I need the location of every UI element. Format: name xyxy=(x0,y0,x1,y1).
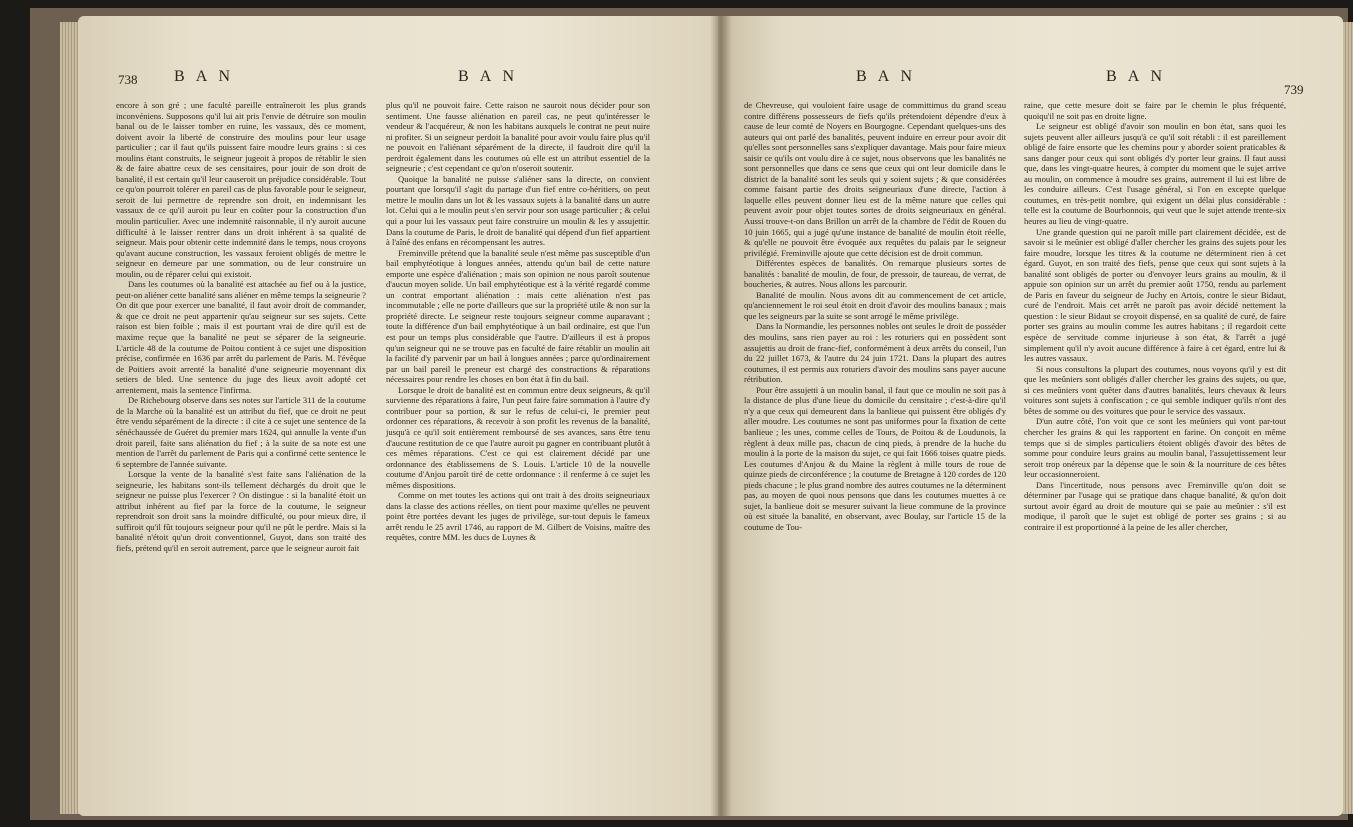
left-column-2 xyxy=(386,100,650,543)
paragraph: Dans l'incertitude, nous pensons avec Freminville qu'on doit se déterminer par l'usage qui se pratique dans chaque banalité, & qu'on doit surtout avoir égard au droit de mouture qui se paie au meûnier : s'il est modique, il paroît que le sujet est obligé de porter ses grains ; si au contraire il est proportionné à la peine de les aller chercher, xyxy=(1024,479,1286,532)
right-page-number: 739 xyxy=(1284,82,1304,97)
right-page xyxy=(718,16,1343,816)
paragraph: Lorsque le droit de banalité est en commun entre deux seigneurs, & qu'il survienne des réparations à faire, l'un peut faire faire sommation à l'autre d'y contribuer pour sa portion, & sur le refus de celui-ci, le premier peut ordonner ces réparations, & recevoir à son profit les revenus de la banalité, jusqu'à ce qu'il soit entièrement remboursé de ses avances, sans être tenu d'aucune restitution de ce que l'autre auroit pu gagner en contribuant plutôt à ces mêmes réparations. C'est ce qui est clairement décidé par une ordonnance des établissemens de S. Louis. L'article 10 de la nouvelle coutume d'Anjou paroît tiré de cette ordonnance : il renferme à ce sujet les mêmes dispositions. xyxy=(386,384,650,490)
left-running-head-2: B A N xyxy=(458,68,519,85)
paragraph: Différentes espèces de banalités. On remarque plusieurs sortes de banalités : banalité de moulin, de four, de pressoir, de taureau, de verrat, de boucheries, & autres. Nous allons les parcourir. xyxy=(744,258,1006,290)
paragraph: Quoique la banalité ne puisse s'aliéner sans la directe, on convient pourtant que lorsqu'il s'agit du partage d'un fief entre co-héritiers, on peut mettre le moulin dans un lot & les vassaux sujets à la banalité dans un autre lot. Celui qui a le moulin peut s'en servir pour son usage particulier ; & celui qui a pour lui les vassaux peut faire construire un moulin & les y assujettir. Dans la coutume de Paris, le droit de banalité qui dépend d'un fief appartient à l'aîné des enfans en récompensant les autres. xyxy=(386,173,650,248)
left-running-head-1: B A N xyxy=(174,68,235,85)
book-gutter xyxy=(710,16,732,816)
paragraph: Banalité de moulin. Nous avons dit au commencement de cet article, qu'anciennement le roi seul étoit en droit d'avoir des moulins banaux ; mais que les seigneurs par la suite se sont arrogé le même privilège. xyxy=(744,289,1006,321)
right-running-head-2: B A N xyxy=(1106,68,1167,85)
paragraph: raine, que cette mesure doit se faire par le chemin le plus fréquenté, quoiqu'il ne soit pas en droite ligne. xyxy=(1024,100,1286,121)
left-page-header xyxy=(78,68,718,94)
paragraph: De Richebourg observe dans ses notes sur l'article 311 de la coutume de la Marche où la banalité est un attribut du fief, que ce droit ne peut être vendu séparément de la directe : il cite à ce sujet une sentence de la sénéchaussée de Guéret du premier mars 1624, qui annulle la vente d'un droit pareil, faite sans aliénation du fief ; à la suite de sa note est une mention de l'arrêt du parlement de Paris qui a confirmé cette sentence le 6 septembre de l'année suivante. xyxy=(116,395,366,469)
book-spread xyxy=(30,8,1348,820)
left-page xyxy=(78,16,718,816)
paragraph: de Chevreuse, qui vouloient faire usage de committimus du grand sceau contre différens possesseurs de fiefs qu'ils prétendoient dépendre d'eux à cause de leur comté de Noyers en Bourgogne. Cependant quelques-uns des auteurs qui ont parlé des banalités, peuvent induire en erreur pour avoir dit qu'elles sont personnelles sans s'expliquer davantage. Mais pour faire mieux saisir ce qu'ils ont voulu dire à ce sujet, nous observons que les banalités ne sont personnelles que dans ce sens que ceux qui ont leur domicile dans le district de la banalité sont les seuls qui y soient sujets ; & que considérées comme faisant partie des droits seigneuriaux d'une directe, l'action à laquelle elles peuvent donner lieu est de la même nature que celles qui peuvent avoir pour objet toutes sortes de droits seigneuriaux en général. Aussi trouve-t-on dans Brillon un arrêt de la chambre de l'édit de Rouen du 10 juin 1665, qui a jugé qu'une instance de banalité de moulin étoit réelle, & qu'elle ne pouvoit être évoquée aux requêtes du palais par le seigneur privilégié. Freminville ajoute que cette décision est de droit commun. xyxy=(744,100,1006,258)
right-column-1 xyxy=(744,100,1006,532)
paragraph: Freminville prétend que la banalité seule n'est même pas susceptible d'un bail emphytéotique à longues années, attendu qu'un bail de cette nature emporte une espèce d'aliénation ; mais son opinion ne nous paroît soutenue d'aucun moyen solide. Un bail emphytéotique est à la vérité regardé comme un contrat emportant aliénation : mais cette aliénation n'est pas incommutable ; elle ne porte d'ailleurs que sur la propriété utile & non sur la propriété directe. Le seigneur reste toujours seigneur comme auparavant ; toute la différence d'un bail emphytéotique à un bail ordinaire, est que l'un est pour un temps plus considérable que l'autre. D'ailleurs il est à propos qu'un seigneur qui ne se trouve pas en faculté de faire rétablir un moulin ait la facilité d'y parvenir par un bail à longues années ; parce qu'ordinairement par un bail pareil le preneur est chargé des constructions & réparations nécessaires pour rendre les choses en bon état à fin du bail. xyxy=(386,247,650,385)
right-running-head-1: B A N xyxy=(856,68,917,85)
right-column-2 xyxy=(1024,100,1286,532)
paragraph: Dans les coutumes où la banalité est attachée au fief ou à la justice, peut-on aliéner cette banalité sans aliéner en même temps la seigneurie ? On dit que pour exercer une banalité, il faut avoir droit de commander, & que ce droit ne peut appartenir qu'au seigneur sur ses sujets. Cette raison est bien foible ; mais il est pourtant vrai de dire qu'il est de maxime reçue que la banalité ne peut se séparer de la seigneurie. L'article 48 de la coutume de Poitou contient à ce sujet une disposition précise, confirmée en 1636 par arrêt du parlement de Paris. M. l'évêque de Poitiers avoit arrenté la banalité d'une seigneurie moyennant dix setiers de bled. Une sentence du juge des lieux avoit adopté cet arrentement, mais la sentence l'infirma. xyxy=(116,279,366,395)
paragraph: Comme on met toutes les actions qui ont trait à des droits seigneuriaux dans la classe des actions réelles, on tient pour maxime qu'elles ne peuvent point être portées devant les juges de privilège, sur-tout depuis le fameux arrêt rendu le 25 avril 1746, au rapport de M. Gilbert de Voisins, maître des requêtes, contre MM. les ducs de Luynes & xyxy=(386,490,650,543)
paragraph: D'un autre côté, l'on voit que ce sont les meûniers qui vont par-tout chercher les grains & qui les rapportent en farine. On conçoit en même temps que si de simples particuliers étoient obligés d'avoir des bêtes de somme pour conduire leurs grains au moulin banal, l'assujettissement leur seroit trop onéreux par la dépense que le soin & la nourriture de ces bêtes leur occasionneroient. xyxy=(1024,416,1286,480)
paragraph: Pour être assujetti à un moulin banal, il faut que ce moulin ne soit pas à la distance de plus d'une lieue du domicile du censitaire ; c'est-à-dire qu'il n'y a que ceux qui demeurent dans la banlieue qui puissent être obligés d'y aller moudre. Les coutumes ne sont pas uniformes pour la fixation de cette banlieue ; les unes, comme celles de Tours, de Poitou & de Loudunois, la règlent à deux mille pas, chacun de cinq pieds, à prendre de la huche du moulin à la porte de la maison du sujet, ce qui fait 1666 toises quatre pieds. Les coutumes d'Anjou & du Maine la règlent à mille tours de roue de quinze pieds de circonférence ; la coutume de Bretagne à 120 cordes de 120 pieds chacune ; le plus grand nombre des autres coutumes ne la déterminent pas, au moyen de quoi nous pensons que dans les coutumes muettes à ce sujet, la banlieue doit se mesurer suivant la lieue commune de la province où est située la banalité, en observant, avec Boulay, sur l'article 15 de la coutume de Tou- xyxy=(744,384,1006,532)
paragraph: plus qu'il ne pouvoit faire. Cette raison ne sauroit nous décider pour son sentiment. Une fausse aliénation en pareil cas, ne peut qu'intéresser le vendeur & l'acquéreur, & non les habitans auxquels le contrat ne peut nuire ni profiter. Si un seigneur perdoit la banalité pour avoir voulu faire plus qu'il ne pouvoit en l'aliénant séparément de la directe, il faudroit dire qu'il la perdroit également dans les coutumes où elle est un attribut essentiel de la seigneurie ; c'est cependant ce qu'on n'oseroit soutenir. xyxy=(386,100,650,174)
left-column-1 xyxy=(116,100,366,554)
paragraph: Lorsque la vente de la banalité s'est faite sans l'aliénation de la seigneurie, les habitans sont-ils tellement déchargés du droit que le seigneur ne puisse plus l'exercer ? On distingue : si la banalité étoit un attribut inhérent au fief par la force de la coutume, le seigneur reprendroit son droit sans la moindre difficulté, ou pour mieux dire, il suffiroit qu'il fût toujours seigneur pour qu'il ne pût le perdre. Mais si la banalité n'étoit qu'un droit conventionnel, Guyot, dans son traité des fiefs, prétend qu'il en seroit autrement, parce que le seigneur auroit fait xyxy=(116,469,366,553)
paragraph: Une grande question qui ne paroît mille part clairement décidée, est de savoir si le meûnier est obligé d'aller chercher les grains des sujets pour les faire moudre, lorsque les titres & la coutume ne déterminent rien à cet égard. Guyot, en son traité des fiefs, pense que ceux qui sont sujets à la banalité sont obligés de porter ou d'envoyer leurs grains au moulin, & il appuie son opinion sur un arrêt du premier août 1750, rendu au parlement de Paris en faveur du seigneur de Juchy en Artois, contre le sieur Bidaut, curé de l'endroit. Mais cet arrêt ne paroît pas avoir décidé nettement la question : le sieur Bidaut se croyoit dispensé, en sa qualité de curé, de faire porter ses grains au moulin comme les autres habitans ; il regardoit cette espèce de servitude comme injurieuse à son état, & l'arrêt a jugé simplement qu'il n'y avoit aucune différence à faire à cet égard, entre lui & les autres vassaux. xyxy=(1024,226,1286,364)
paragraph: encore à son gré ; une faculté pareille entraîneroit les plus grands inconvéniens. Supposons qu'il lui ait pris l'envie de détruire son moulin banal ou de le laisser tomber en ruine, les vassaux, dès ce moment, doivent avoir la liberté de construire des moulins pour leur usage particulier ; car il faut qu'ils puissent faire moudre leurs grains : si ces moulins étant construits, le seigneur jugeoit à propos de rétablir le sien & de faire abattre ceux de ses censitaires, pour jouir de son droit de banalité, il est certain qu'il leur causeroit un préjudice considérable. Tout ce qu'on pourroit tolérer en pareil cas de plus favorable pour le seigneur, seroit de lui permettre de reprendre son droit, en indemnisant les vassaux de ce qu'il auroit pu leur en coûter pour la construction d'un moulin particulier. Avec une indemnité raisonnable, il n'y auroit aucune difficulté à le laisser rentrer dans un droit inhérent à sa qualité de seigneur. Mais pour obtenir cette indemnité dans le temps, nous croyons qu'avant aucune construction, les vassaux feroient obligés de mettre le seigneur en demeure par une sommation, ou de leur construire un moulin, ou de réparer celui qui existoit. xyxy=(116,100,366,279)
paragraph: Le seigneur est obligé d'avoir son moulin en bon état, sans quoi les sujets peuvent aller ailleurs jusqu'à ce qu'il soit rétabli : il est pareillement obligé de faire ensorte que les chemins pour y aborder soient praticables & sans danger pour ceux qui sont obligés d'y porter leur grains. Il faut aussi que, dans les vingt-quatre heures, à compter du moment que le sujet arrive au moulin, on commence à moudre ses grains, autrement il lui est libre de les conduire ailleurs. C'est l'usage général, si l'on en excepte quelque coutumes, en très-petit nombre, qui exigent un délai plus considérable : telle est la coutume de Bourbonnois, qui veut que le sujet attende trente-six heures au lieu de vingt-quatre. xyxy=(1024,121,1286,227)
left-page-number: 738 xyxy=(118,72,138,87)
right-page-header xyxy=(718,68,1343,97)
paragraph: Dans la Normandie, les personnes nobles ont seules le droit de posséder des moulins, sans rien payer au roi : les roturiers qui en possèdent sont assujettis au droit de franc-fief, conformément à deux arrêts du conseil, l'un du 22 juillet 1673, & l'autre du 24 juin 1721. Dans la plupart des autres coutumes, il est permis aux roturiers d'avoir des moulins sans payer aucune rétribution. xyxy=(744,321,1006,385)
paragraph: Si nous consultons la plupart des coutumes, nous voyons qu'il y est dit que les meûniers sont obligés d'aller chercher les grains des sujets, ou que, si ces meûniers vont quêter dans d'autres banalités, leurs chevaux & leurs voitures sont sujets à confiscation ; ce qui semble indiquer qu'ils n'ont des bêtes de somme ou des voitures que pour le service des vassaux. xyxy=(1024,363,1286,416)
